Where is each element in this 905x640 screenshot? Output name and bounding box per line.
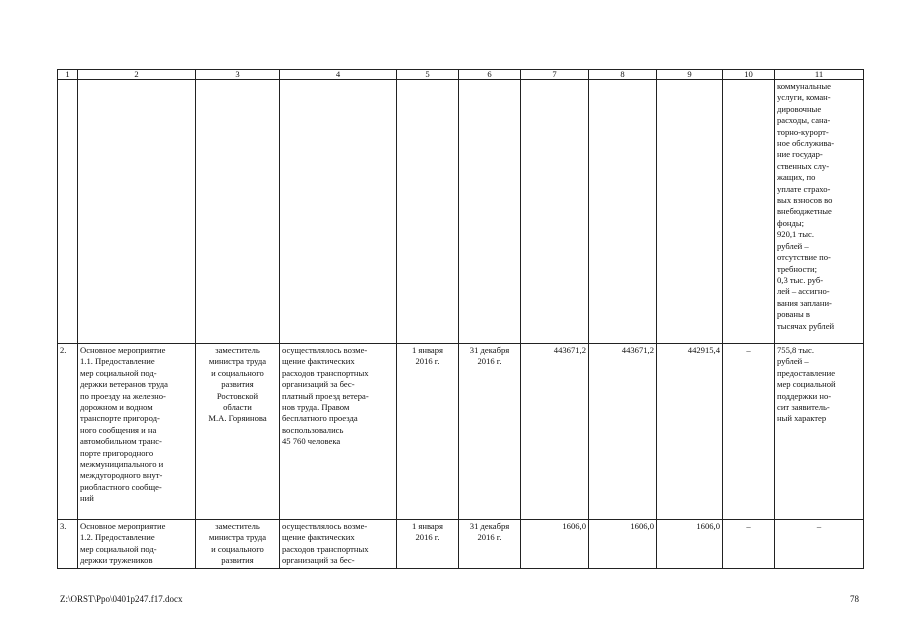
table-cell-end-date: 31 декабря 2016 г. xyxy=(459,520,521,569)
table-row xyxy=(58,344,864,520)
table-cell xyxy=(459,80,521,344)
table-row-continued xyxy=(58,80,864,344)
col-header: 8 xyxy=(589,70,657,80)
table-cell-responsible: заместитель министра труда и социального развития Ростовской области М.А. Горяинова xyxy=(196,344,280,520)
table-cell xyxy=(196,80,280,344)
col-header: 5 xyxy=(397,70,459,80)
col-header: 4 xyxy=(280,70,397,80)
table-cell xyxy=(58,80,78,344)
table-cell-amount: 1606,0 xyxy=(657,520,723,569)
table-cell-result: осуществлялось возме- щение фактических расходов транспортных организаций за бес- xyxy=(280,520,397,569)
col-header: 1 xyxy=(58,70,78,80)
table-cell-notes: 755,8 тыс. рублей – предоставление мер социальной поддержки но- сит заявитель- ный характер xyxy=(775,344,864,520)
table-cell-start-date: 1 января 2016 г. xyxy=(397,344,459,520)
table-cell-end-date: 31 декабря 2016 г. xyxy=(459,344,521,520)
table-cell xyxy=(723,80,775,344)
table-cell-result: осуществлялось возме- щение фактических расходов транспортных организаций за бес- платный проезд ветера- нов труда. Правом бесплатного проезда воспользовались 45 760 человека xyxy=(280,344,397,520)
col-header: 7 xyxy=(521,70,589,80)
table-cell xyxy=(521,80,589,344)
table-cell-amount: 1606,0 xyxy=(589,520,657,569)
table-cell xyxy=(280,80,397,344)
page-number: 78 xyxy=(850,594,859,604)
table-row xyxy=(58,520,864,569)
col-header: 6 xyxy=(459,70,521,80)
table-cell-dash: – xyxy=(723,344,775,520)
header-row xyxy=(58,70,864,80)
table-cell xyxy=(589,80,657,344)
table-cell xyxy=(657,80,723,344)
table-cell-amount: 442915,4 xyxy=(657,344,723,520)
table-cell xyxy=(397,80,459,344)
row-number: 2. xyxy=(58,344,78,520)
table-cell-notes: коммунальные услуги, коман- дировочные расходы, сана- торно-курорт- ное обслужива- ние государ- ственных слу- жащих, по уплате страхо- вых взносов во внебюджетные фонды; 920,1 тыс. рублей – отсутствие по- требности; 0,3 тыс. руб- лей – ассигно- вания заплани- рованы в тысячах рублей xyxy=(775,80,864,344)
table-cell-amount: 443671,2 xyxy=(589,344,657,520)
table-cell-notes: – xyxy=(775,520,864,569)
col-header: 11 xyxy=(775,70,864,80)
table-cell-activity: Основное мероприятие 1.2. Предоставление мер социальной под- держки тружеников xyxy=(78,520,196,569)
footer-file-path: Z:\ORST\Ppo\0401p247.f17.docx xyxy=(60,594,183,604)
table-cell-start-date: 1 января 2016 г. xyxy=(397,520,459,569)
table-cell-amount: 443671,2 xyxy=(521,344,589,520)
col-header: 10 xyxy=(723,70,775,80)
report-table xyxy=(57,69,864,569)
col-header: 3 xyxy=(196,70,280,80)
row-number: 3. xyxy=(58,520,78,569)
table-cell-responsible: заместитель министра труда и социального развития xyxy=(196,520,280,569)
table-cell xyxy=(78,80,196,344)
table-cell-dash: – xyxy=(723,520,775,569)
col-header: 2 xyxy=(78,70,196,80)
table-cell-activity: Основное мероприятие 1.1. Предоставление мер социальной под- держки ветеранов труда по проезду на железно- дорожном и водном транспорте пригород- ного сообщения и на автомобильном транс- порте пригородного межмуниципального и междугородного внут- риобластного сообще- ний xyxy=(78,344,196,520)
col-header: 9 xyxy=(657,70,723,80)
table-cell-amount: 1606,0 xyxy=(521,520,589,569)
